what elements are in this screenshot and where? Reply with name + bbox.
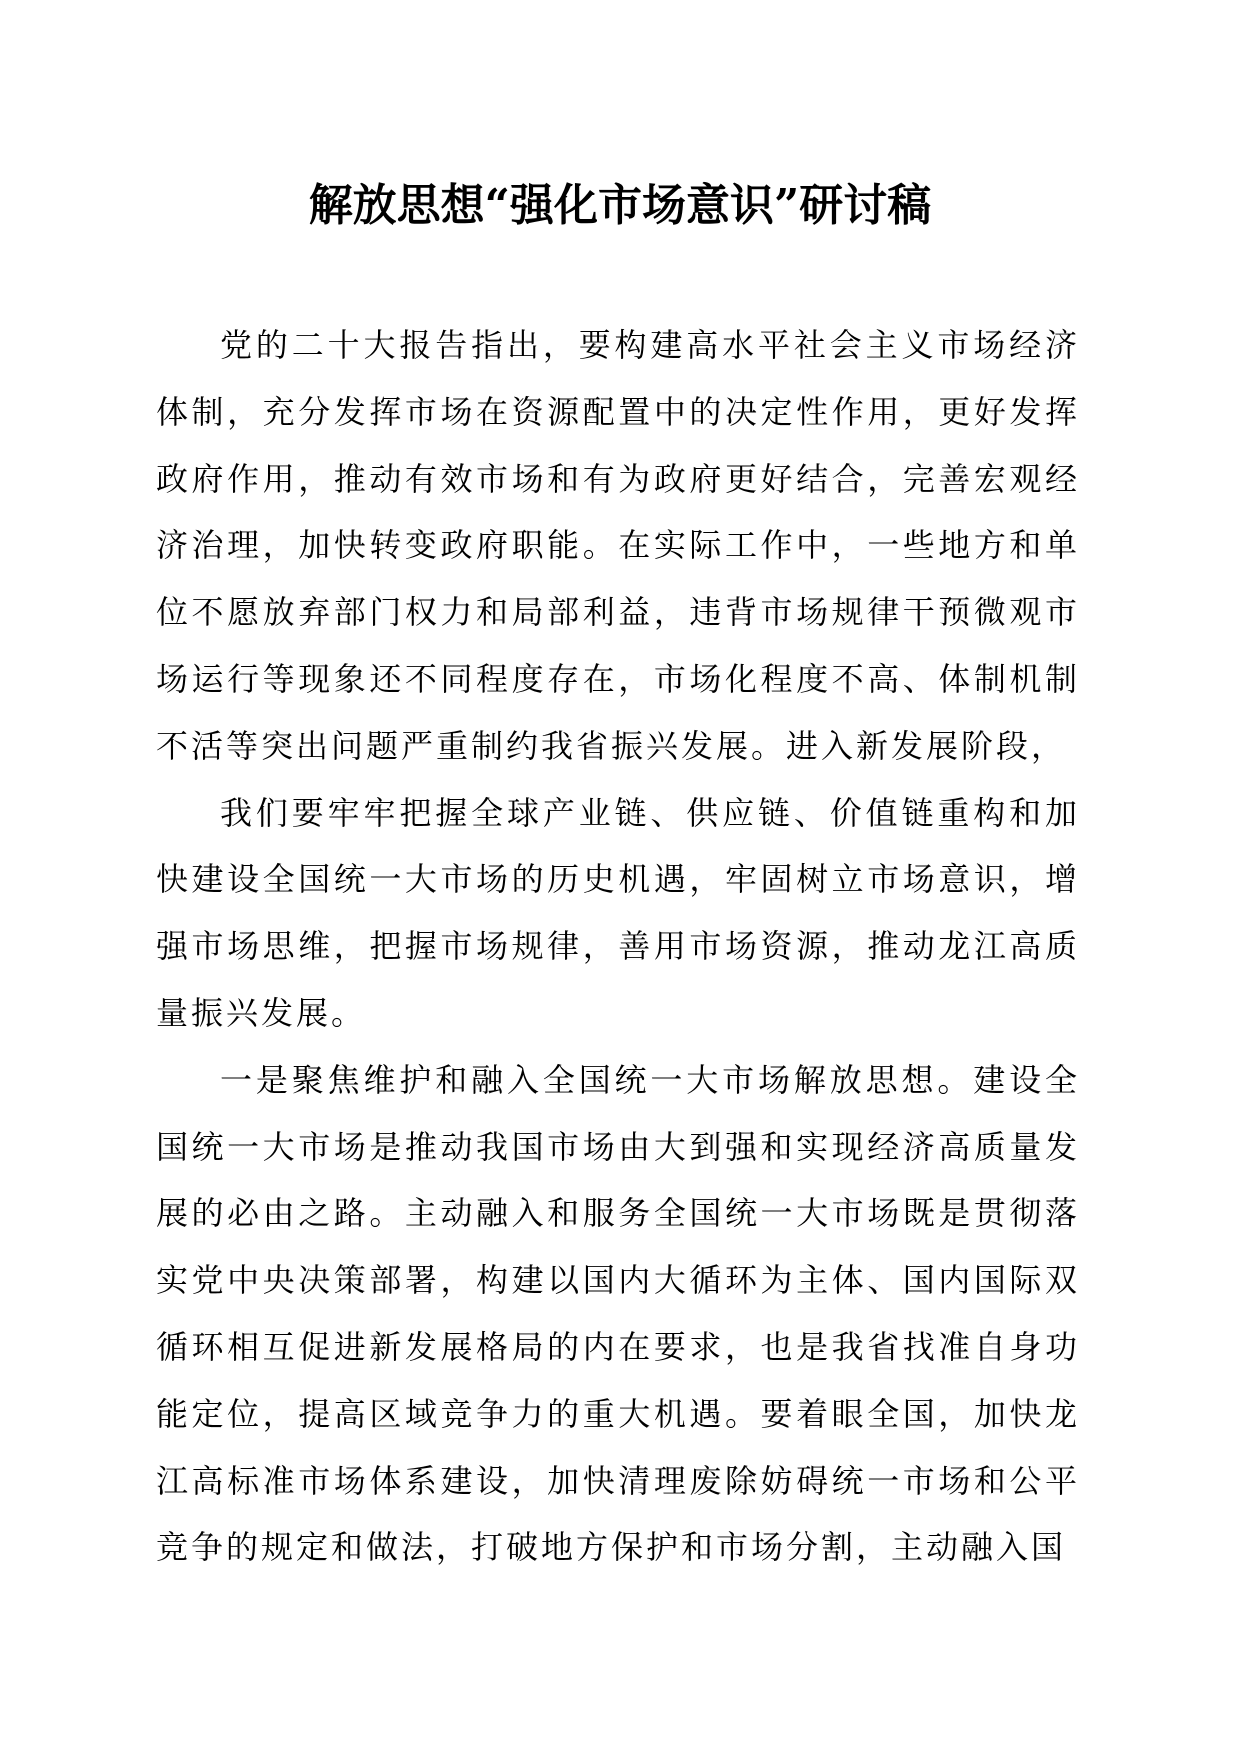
paragraph-3: 一是聚焦维护和融入全国统一大市场解放思想。建设全国统一大市场是推动我国市场由大到强和实现经济高质量发展的必由之路。主动融入和服务全国统一大市场既是贯彻落实党中央决策部署，构建以国内大循环为主体、国内国际双循环相互促进新发展格局的内在要求，也是我省找准自身功能定位，提高区域竞争力的重大机遇。要着眼全国，加快龙江高标准市场体系建设，加快清理废除妨碍统一市场和公平竞争的规定和做法，打破地方保护和市场分割，主动融入国 [156,1060,1080,1567]
paragraph-2: 我们要牢牢把握全球产业链、供应链、价值链重构和加快建设全国统一大市场的历史机遇，牢固树立市场意识，增强市场思维，把握市场规律，善用市场资源，推动龙江高质量振兴发展。 [156,793,1080,1032]
document-title: 解放思想“强化市场意识”研讨稿 [308,180,932,231]
document-body [156,312,1080,1581]
paragraph-1: 党的二十大报告指出，要构建高水平社会主义市场经济体制，充分发挥市场在资源配置中的决定性作用，更好发挥政府作用，推动有效市场和有为政府更好结合，完善宏观经济治理，加快转变政府职能。在实际工作中，一些地方和单位不愿放弃部门权力和局部利益，违背市场规律干预微观市场运行等现象还不同程度存在，市场化程度不高、体制机制不活等突出问题严重制约我省振兴发展。进入新发展阶段， [156,326,1080,765]
